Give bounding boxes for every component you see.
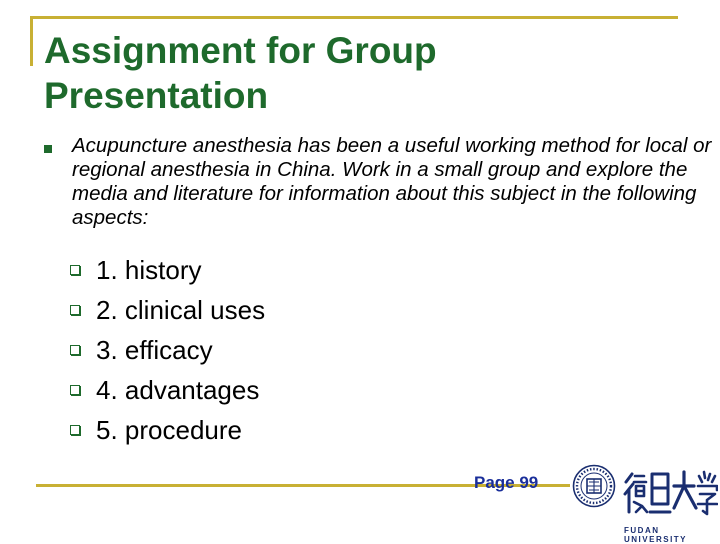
- list-item-text: 4. advantages: [96, 375, 260, 405]
- filled-square-bullet-icon: [44, 145, 52, 153]
- hollow-square-bullet-icon: [70, 425, 80, 435]
- title-line-1: Assignment for Group: [44, 30, 437, 71]
- list-item-text: 2. clinical uses: [96, 295, 266, 325]
- hollow-square-bullet-icon: [70, 385, 80, 395]
- slide-title: [44, 28, 664, 118]
- university-seal-icon: [572, 464, 616, 508]
- list-item-text: 1. history: [96, 255, 202, 285]
- list-item-text: 5. procedure: [96, 415, 242, 445]
- intro-paragraph: Acupuncture anesthesia has been a useful working method for local or regional anesthesia in China. Work in a small group and explore the media and literature for information about this subject in the following aspects:: [72, 134, 712, 229]
- top-accent-rule: [30, 16, 678, 19]
- university-calligraphy-logo: [622, 466, 718, 524]
- hollow-square-bullet-icon: [70, 345, 80, 355]
- title-line-2: Presentation: [44, 75, 269, 116]
- left-accent-rule: [30, 16, 33, 66]
- hollow-square-bullet-icon: [70, 265, 80, 275]
- list-item-text: 3. efficacy: [96, 335, 213, 365]
- university-english-name: FUDAN UNIVERSITY: [624, 526, 688, 544]
- hollow-square-bullet-icon: [70, 305, 80, 315]
- page-number: Page 99: [474, 473, 539, 492]
